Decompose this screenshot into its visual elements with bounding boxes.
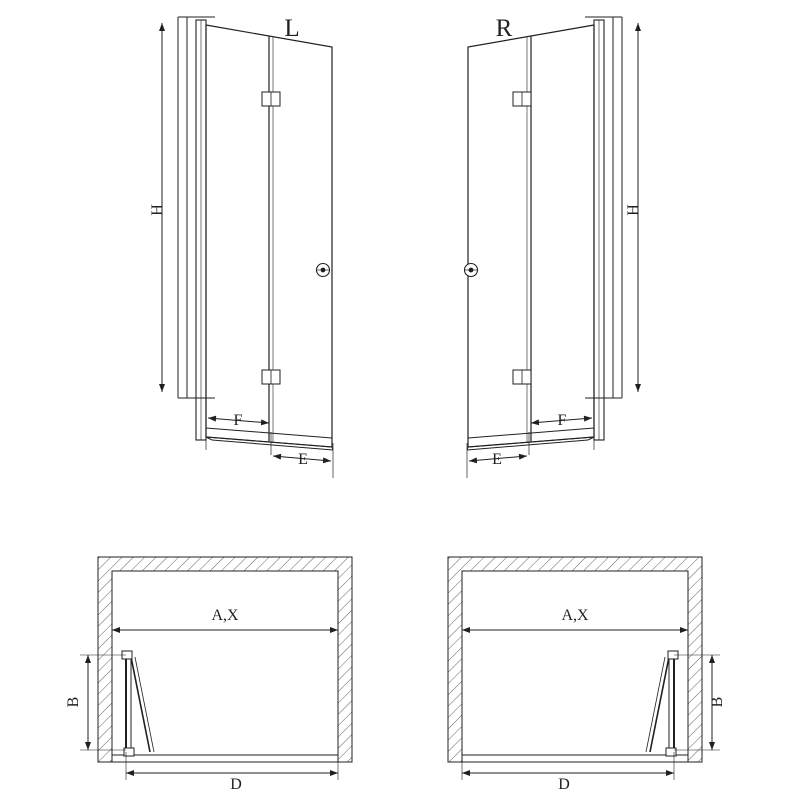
plan-left-ax-dimension [112, 571, 338, 640]
right-bottom-rail-outer [467, 440, 588, 450]
plan-left-view [65, 557, 352, 793]
plan-left-ax-label: A,X [211, 607, 239, 624]
plan-right-view [448, 557, 726, 793]
right-height-label: H [625, 204, 642, 216]
right-hinge-lower [513, 370, 531, 384]
plan-left-d-label: D [230, 776, 242, 793]
plan-left-wall-hatch [98, 557, 352, 762]
plan-right-b-label: B [709, 696, 726, 708]
right-hinge-upper [513, 92, 531, 106]
plan-right-ax-dimension [462, 571, 688, 640]
plan-right-wall-hatch [448, 557, 702, 762]
left-door-knob [317, 264, 330, 277]
left-hinge-upper [262, 92, 280, 106]
elevation-right-view [465, 15, 643, 478]
left-hinge-lower [262, 370, 280, 384]
right-door-knob [465, 264, 478, 277]
left-panel-e-label: E [298, 451, 308, 468]
variant-label-right: R [495, 15, 513, 42]
plan-left-b-label: B [65, 696, 82, 708]
plan-right-door-leaves [646, 651, 678, 756]
variant-label-left: L [284, 15, 300, 42]
elevation-left-view [149, 15, 333, 478]
plan-left-door-leaves [122, 651, 154, 756]
plan-right-ax-label: A,X [561, 607, 589, 624]
left-height-label: H [149, 204, 166, 216]
right-panel-e-label: E [492, 451, 502, 468]
right-panel-f-label: F [557, 412, 567, 429]
left-bottom-rail-outer [212, 440, 333, 450]
left-panel-f-label: F [233, 412, 243, 429]
plan-right-d-label: D [558, 776, 570, 793]
